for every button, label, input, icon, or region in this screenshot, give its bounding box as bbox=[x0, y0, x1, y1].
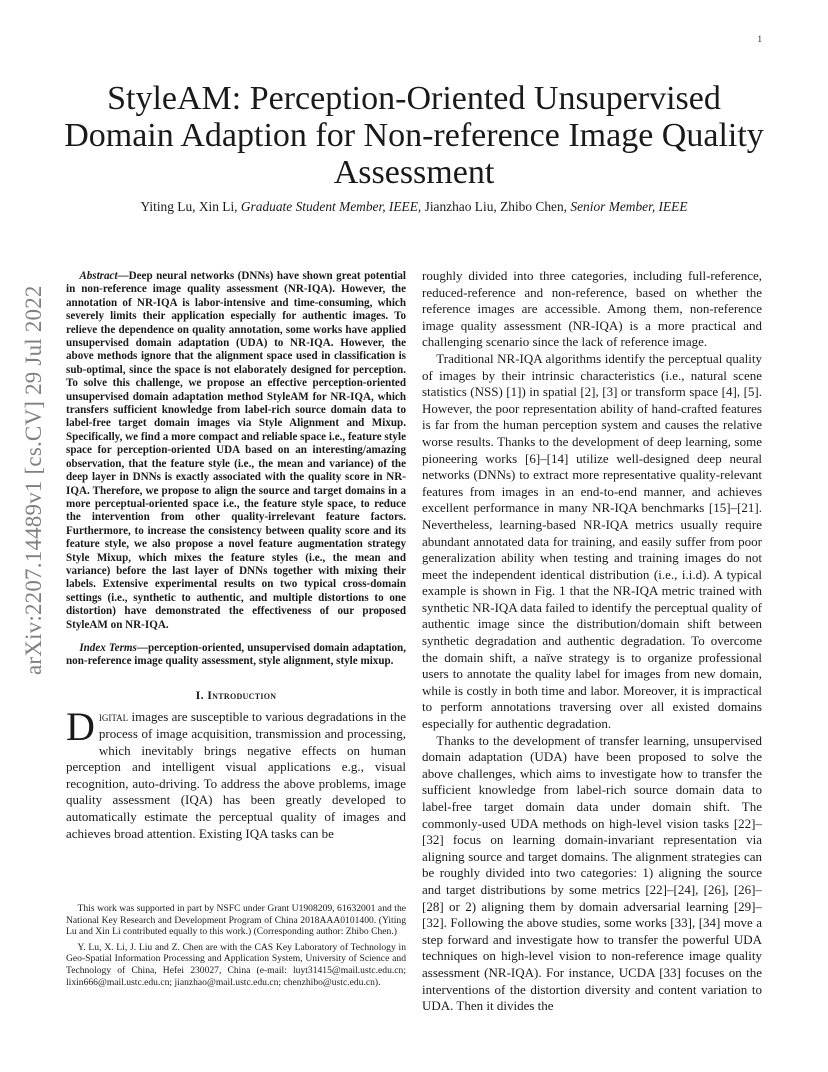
abstract bbox=[66, 270, 406, 632]
authors-group-1: Yiting Lu, Xin Li, bbox=[140, 199, 241, 214]
right-paragraph-2: Traditional NR-IQA algorithms identify the perceptual quality of images by their intrinsic characteristics (i.e., natural scene statistics (NSS) [1]) in spatial [2], [3] or transform space [4], [5]. However, the poor representation ability of hand-crafted features is far from the human perception system and causes the relative worse results. Thanks to the development of deep learning, some pioneering works [6]–[14] utilize well-designed deep neural networks (DNNs) to extract more representative quality-relevant features from images in an end-to-end manner, and achieves excellent performance in many NR-IQA benchmarks [15]–[21]. Nevertheless, learning-based NR-IQA metrics usually require abundant annotated data for training, and easily suffer from poor generalization ability when testing and training images do not meet the independent identical distribution (i.e., i.i.d). A typical example is shown in Fig. 1 that the NR-IQA metric trained with synthetic NR-IQA data failed to identify the perceptual quality of authentic image since the distribution/domain shift between synthetic degradation and authentic degradation. To overcome the domain shift, a naïve strategy is to organize professional users to annotate the quality label for images from new domain, while is costly in both time and labor. Moreover, it is impractical to perform annotations traversing over all existed domains especially for authentic degradation. bbox=[422, 350, 762, 732]
dropcap-word-rest: igital bbox=[98, 709, 129, 725]
right-column bbox=[422, 268, 762, 1015]
right-paragraph-3: Thanks to the development of transfer learning, unsupervised domain adaptation (UDA) have been proposed to solve the above challenges, which aims to investigate how to transfer the sufficient knowledge from label-rich source domain data to label-free target domain data under domain shift. The commonly-used UDA methods on high-level vision tasks [22]–[32] focus on learning domain-invariant representation via aligning source and target domains. The alignment strategies can be roughly divided into two categories: 1) aligning the source and target distributions by some metrics [22]–[24], [26], [26]–[28] or 2) aligning them by domain adversarial learning [29]–[32]. Following the above studies, some works [33], [34] move a step forward and investigate how to transfer the powerful UDA techniques on high-level vision to non-reference image quality assessment (NR-IQA). For instance, UCDA [33] focuses on the interventions of the distortion diversity and content variation to UDA. Then it divides the bbox=[422, 732, 762, 1014]
index-terms-text: —perception-oriented, unsupervised domain adaptation, non-reference image quality assessment, style alignment, style mixup. bbox=[66, 641, 406, 668]
authors-role-1: Graduate Student Member, IEEE bbox=[240, 199, 418, 214]
arxiv-stamp-text: arXiv:2207.14489v1 [cs.CV] 29 Jul 2022 bbox=[21, 285, 46, 675]
authors-group-2: , Jianzhao Liu, Zhibo Chen, bbox=[417, 199, 571, 214]
index-terms-lead: Index Terms bbox=[79, 641, 137, 654]
dropcap-letter: D bbox=[66, 704, 95, 750]
section-heading-introduction: I. Introduction bbox=[195, 687, 277, 702]
left-column bbox=[66, 270, 406, 842]
author-line bbox=[60, 199, 768, 215]
arxiv-stamp bbox=[20, 285, 48, 675]
paper-title: StyleAM: Perception-Oriented Unsupervised Domain Adaption for Non-reference Image Quality Assessment bbox=[64, 80, 764, 191]
footnotes bbox=[66, 903, 406, 992]
footnote-funding: This work was supported in part by NSFC under Grant U1908209, 61632001 and the National Key Research and Development Program of China 2018AAA0101400. (Yiting Lu and Xin Li contributed equally to this work.) (Corresponding author: Zhibo Chen.) bbox=[66, 903, 406, 938]
introduction-text: images are susceptible to various degradations in the process of image acquisition, transmission and processing, which inevitably brings negative effects on human perception and intelligent visual applications e.g., visual recognition, auto-driving. To address the above problems, image quality assessment (IQA) has been greatly developed to automatically estimate the perceptual quality of images and achieves broad attention. Existing IQA tasks can be bbox=[66, 709, 406, 841]
footnote-affiliations: Y. Lu, X. Li, J. Liu and Z. Chen are with the CAS Key Laboratory of Technology in Geo-Spatial Information Processing and Application System, University of Science and Technology of China, Hefei 230027, China (e-mail: luyt31415@mail.ustc.edu.cn; lixin666@mail.ustc.edu.cn; jianzhao@mail.ustc.edu.cn; chenzhibo@ustc.edu.cn). bbox=[66, 941, 406, 988]
page-number: 1 bbox=[757, 34, 762, 44]
index-terms bbox=[66, 642, 406, 669]
right-paragraph-1: roughly divided into three categories, including full-reference, reduced-reference and non-reference, based on whether the reference images are accessible. Among them, non-reference image quality assessment (NR-IQA) is a more practical and challenging scenario since the lack of reference image. bbox=[422, 268, 762, 350]
abstract-lead: Abstract bbox=[79, 270, 118, 282]
introduction-paragraph bbox=[66, 704, 406, 842]
authors-role-2: Senior Member, IEEE bbox=[570, 199, 688, 214]
abstract-text: —Deep neural networks (DNNs) have shown great potential in non-reference image quality assessment (NR-IQA). However, the annotation of NR-IQA is labor-intensive and time-consuming, which severely limits their application especially for authentic images. To relieve the dependence on quality annotation, some works have applied unsupervised domain adaptation (UDA) to NR-IQA. However, the above methods ignore that the alignment space used in classification is sub-optimal, since the space is not elaborately designed for perception. To solve this challenge, we propose an effective perception-oriented unsupervised domain adaptation method StyleAM for NR-IQA, which transfers sufficient knowledge from label-rich source domain data to label-free target domain images via Style Alignment and Mixup. Specifically, we find a more compact and reliable space i.e., feature style space for perception-oriented UDA based on an interesting/amazing observation, that the feature style (i.e., the mean and variance) of the deep layer in DNNs is exactly associated with the quality score in NR-IQA. Therefore, we propose to align the source and target domains in a more perceptual-oriented space i.e., the feature style space, to reduce the intervention from other quality-irrelevant feature factors. Furthermore, to increase the consistency between quality score and its feature style, we also propose a novel feature augmentation strategy Style Mixup, which mixes the feature styles (i.e., the mean and variance) before the last layer of DNNs together with mixing their labels. Extensive experimental results on two typical cross-domain settings (i.e., synthetic to authentic, and multiple distortions to one distortion) have demonstrated the effectiveness of our proposed StyleAM on NR-IQA. bbox=[66, 270, 406, 631]
